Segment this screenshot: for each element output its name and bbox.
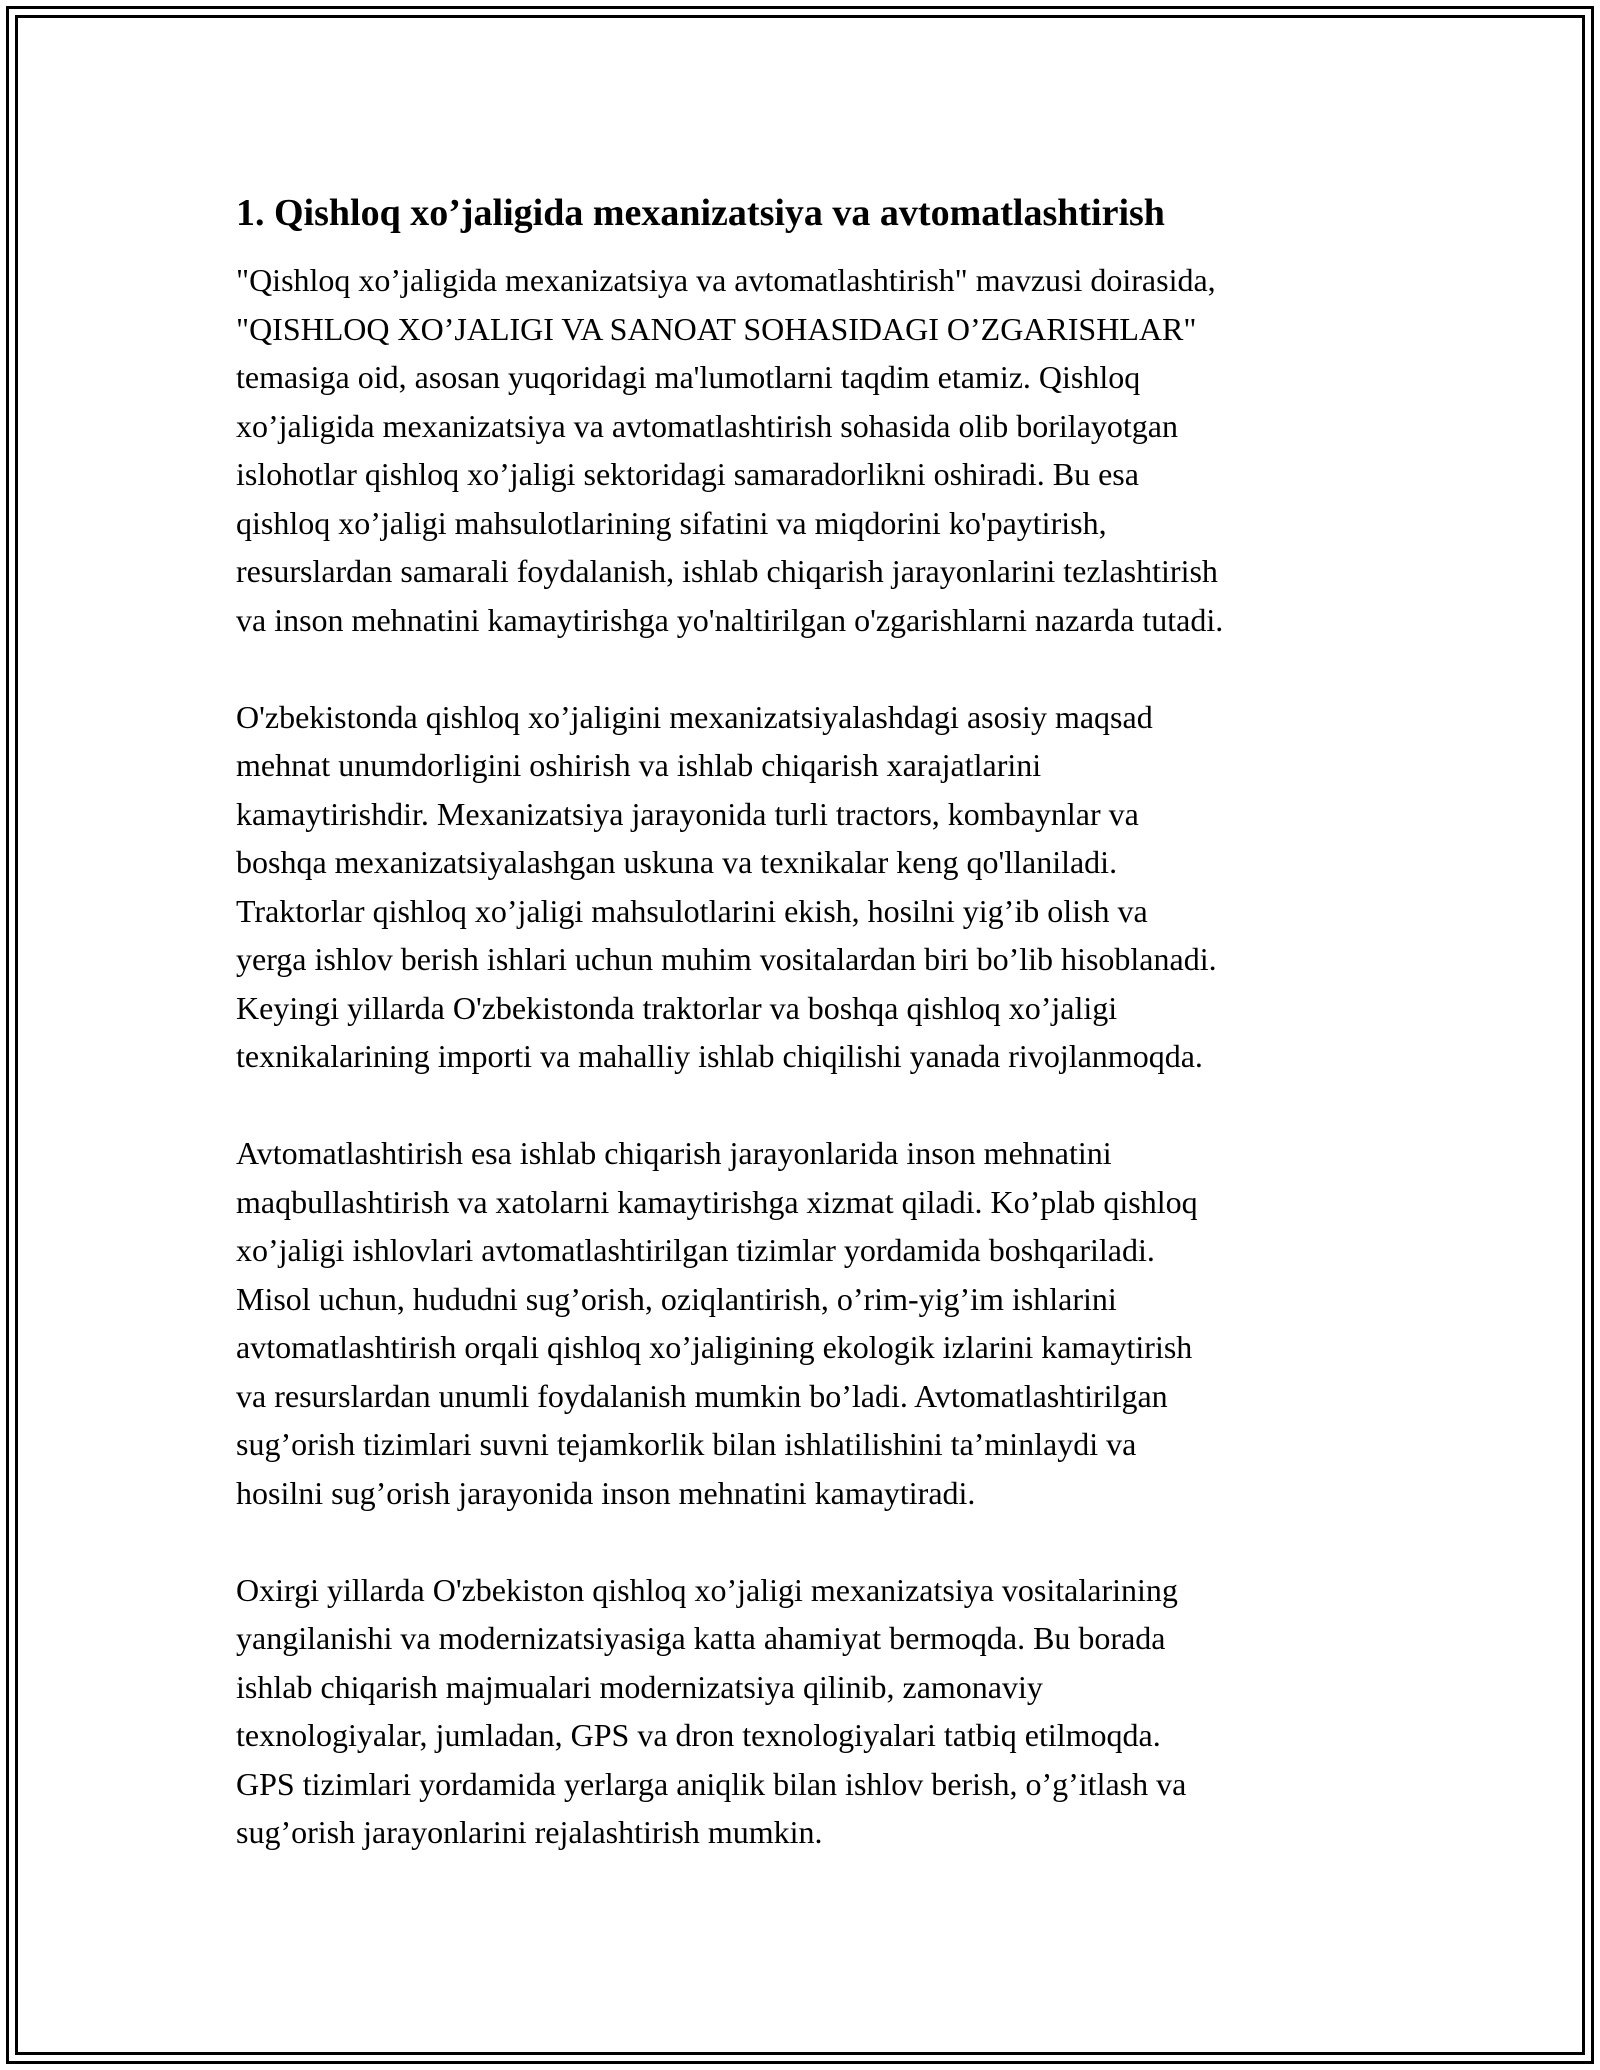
text-line: avtomatlashtirish orqali qishloq xo’jaligining ekologik izlarini kamaytirish bbox=[236, 1329, 1193, 1365]
text-line: GPS tizimlari yordamida yerlarga aniqlik bilan ishlov berish, o’g’itlash va bbox=[236, 1765, 1187, 1802]
text-line: qishloq xo’jaligi mahsulotlarining sifatini va miqdorini ko'paytirish, bbox=[236, 504, 1107, 541]
text-line: Keyingi yillarda O'zbekistonda traktorlar va boshqa qishloq xo’jaligi bbox=[236, 989, 1118, 1026]
section-heading: 1. Qishloq xo’jaligida mexanizatsiya va avtomatlashtirish bbox=[236, 192, 1165, 234]
text-line: Avtomatlashtirish esa ishlab chiqarish jarayonlarida inson mehnatini bbox=[236, 1135, 1112, 1171]
text-line: sug’orish tizimlari suvni tejamkorlik bilan ishlatilishini ta’minlaydi va bbox=[236, 1426, 1137, 1462]
text-line: ishlab chiqarish majmualari modernizatsiya qilinib, zamonaviy bbox=[236, 1668, 1043, 1705]
paragraph-1 bbox=[236, 256, 1386, 644]
text-line: temasiga oid, asosan yuqoridagi ma'lumotlarni taqdim etamiz. Qishloq bbox=[236, 359, 1141, 395]
text-line: boshqa mexanizatsiyalashgan uskuna va texnikalar keng qo'llaniladi. bbox=[236, 844, 1118, 880]
text-line: texnologiyalar, jumladan, GPS va dron texnologiyalari tatbiq etilmoqda. bbox=[236, 1717, 1161, 1753]
text-line: O'zbekistonda qishloq xo’jaligini mexanizatsiyalashdagi asosiy maqsad bbox=[236, 698, 1153, 735]
text-line: yerga ishlov berish ishlari uchun muhim vositalardan biri bo’lib hisoblanadi. bbox=[236, 941, 1217, 977]
text-line: "Qishloq xo’jaligida mexanizatsiya va avtomatlashtirish" mavzusi doirasida, bbox=[236, 262, 1216, 298]
text-line: yangilanishi va modernizatsiyasiga katta ahamiyat bermoqda. Bu borada bbox=[236, 1620, 1166, 1656]
document-body bbox=[236, 188, 1386, 1905]
text-line: xo’jaligi ishlovlari avtomatlashtirilgan tizimlar yordamida boshqariladi. bbox=[236, 1232, 1155, 1268]
text-line: sug’orish jarayonlarini rejalashtirish mumkin. bbox=[236, 1814, 823, 1850]
text-line: texnikalarining importi va mahalliy ishlab chiqilishi yanada rivojlanmoqda. bbox=[236, 1038, 1203, 1074]
text-line: resurslardan samarali foydalanish, ishlab chiqarish jarayonlarini tezlashtirish bbox=[236, 553, 1218, 589]
text-line: "QISHLOQ XO’JALIGI VA SANOAT SOHASIDAGI O’ZGARISHLAR" bbox=[236, 310, 1197, 347]
text-line: Misol uchun, hududni sug’orish, oziqlantirish, o’rim-yig’im ishlarini bbox=[236, 1280, 1117, 1317]
text-line: mehnat unumdorligini oshirish va ishlab chiqarish xarajatlarini bbox=[236, 747, 1042, 783]
text-line: Oxirgi yillarda O'zbekiston qishloq xo’jaligi mexanizatsiya vositalarining bbox=[236, 1571, 1178, 1608]
text-line: Traktorlar qishloq xo’jaligi mahsulotlarini ekish, hosilni yig’ib olish va bbox=[236, 892, 1148, 929]
paragraph-4 bbox=[236, 1566, 1386, 1857]
paragraph-3 bbox=[236, 1129, 1386, 1517]
text-line: hosilni sug’orish jarayonida inson mehnatini kamaytiradi. bbox=[236, 1474, 976, 1511]
text-line: va resurslardan unumli foydalanish mumkin bo’ladi. Avtomatlashtirilgan bbox=[236, 1377, 1168, 1414]
text-line: kamaytirishdir. Mexanizatsiya jarayonida turli tractors, kombaynlar va bbox=[236, 795, 1139, 832]
text-line: maqbullashtirish va xatolarni kamaytirishga xizmat qiladi. Ko’plab qishloq bbox=[236, 1183, 1198, 1220]
text-line: islohotlar qishloq xo’jaligi sektoridagi samaradorlikni oshiradi. Bu esa bbox=[236, 456, 1139, 492]
text-line: va inson mehnatini kamaytirishga yo'naltirilgan o'zgarishlarni nazarda tutadi. bbox=[236, 601, 1224, 638]
paragraph-2 bbox=[236, 693, 1386, 1081]
text-line: xo’jaligida mexanizatsiya va avtomatlashtirish sohasida olib borilayotgan bbox=[236, 407, 1178, 444]
